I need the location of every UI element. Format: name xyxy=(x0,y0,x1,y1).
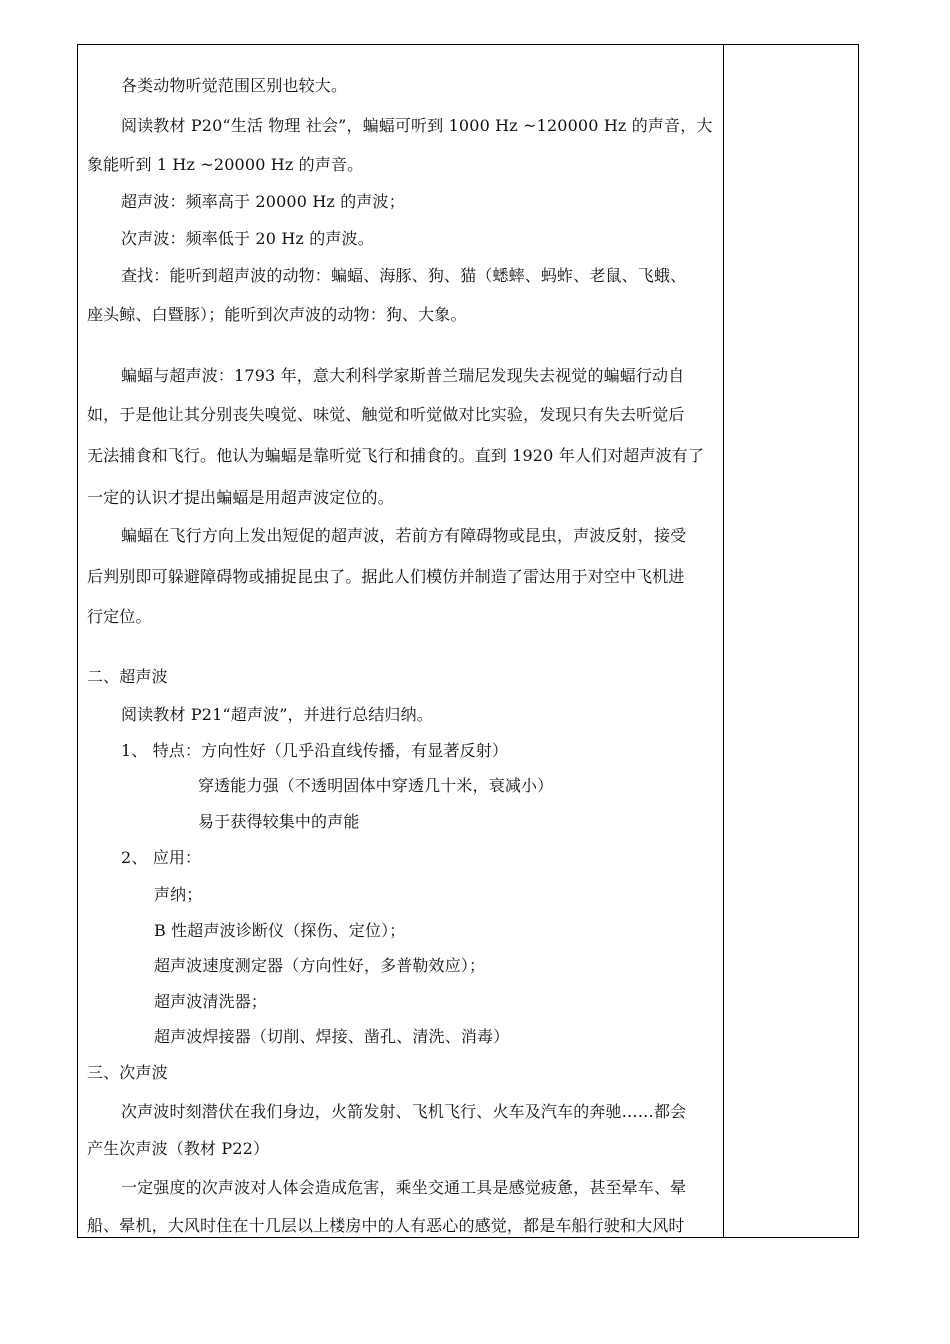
list-item: 超声波清洗器； xyxy=(154,992,268,1011)
text-line: 如，于是他让其分别丧失嗅觉、味觉、触觉和听觉做对比实验，发现只有失去听觉后 xyxy=(87,405,685,424)
list-item: 声纳； xyxy=(154,885,203,904)
table-frame xyxy=(77,44,859,1238)
text-line: 次声波：频率低于 20 Hz 的声波。 xyxy=(121,229,374,248)
list-item: B 性超声波诊断仪（探伤、定位）； xyxy=(154,921,406,940)
text-line: 一定的认识才提出蝙蝠是用超声波定位的。 xyxy=(87,488,394,507)
text-line: 阅读教材 P21“超声波”，并进行总结归纳。 xyxy=(121,705,433,724)
text-line: 阅读教材 P20“生活 物理 社会”，蝙蝠可听到 1000 Hz ~120000 Hz 的声音，大 xyxy=(121,116,713,135)
section-heading: 三、次声波 xyxy=(87,1063,168,1082)
list-item: 超声波焊接器（切削、焊接、凿孔、清洗、消毒） xyxy=(154,1027,510,1046)
text-line: 无法捕食和飞行。他认为蝙蝠是靠听觉飞行和捕食的。直到 1920 年人们对超声波有了 xyxy=(87,446,705,465)
column-divider xyxy=(723,44,724,1238)
text-line: 船、晕机，大风时住在十几层以上楼房中的人有恶心的感觉，都是车船行驶和大风时 xyxy=(87,1216,685,1235)
text-line: 查找：能听到超声波的动物：蝙蝠、海豚、狗、猫（蟋蟀、蚂蚱、老鼠、飞蛾、 xyxy=(121,266,687,285)
list-item: 易于获得较集中的声能 xyxy=(198,812,360,831)
list-item: 超声波速度测定器（方向性好，多普勒效应）； xyxy=(154,956,486,975)
text-line: 超声波：频率高于 20000 Hz 的声波； xyxy=(121,192,405,211)
section-heading: 二、超声波 xyxy=(87,667,168,686)
text-line: 后判别即可躲避障碍物或捕捉昆虫了。据此人们模仿并制造了雷达用于对空中飞机进 xyxy=(87,567,685,586)
list-item: 1、 特点：方向性好（几乎沿直线传播，有显著反射） xyxy=(121,741,509,760)
text-line: 蝙蝠在飞行方向上发出短促的超声波，若前方有障碍物或昆虫，声波反射，接受 xyxy=(121,526,687,545)
text-line: 次声波时刻潜伏在我们身边，火箭发射、飞机飞行、火车及汽车的奔驰……都会 xyxy=(121,1102,687,1121)
text-line: 一定强度的次声波对人体会造成危害，乘坐交通工具是感觉疲惫，甚至晕车、晕 xyxy=(121,1178,687,1197)
text-line: 产生次声波（教材 P22） xyxy=(87,1139,270,1158)
text-line: 座头鲸、白暨豚）；能听到次声波的动物：狗、大象。 xyxy=(87,305,467,324)
text-line: 各类动物听觉范围区别也较大。 xyxy=(121,76,348,95)
text-line: 蝙蝠与超声波：1793 年，意大利科学家斯普兰瑞尼发现失去视觉的蝙蝠行动自 xyxy=(121,366,685,385)
text-line: 象能听到 1 Hz ~20000 Hz 的声音。 xyxy=(87,155,364,174)
list-item: 穿透能力强（不透明固体中穿透几十米，衰减小） xyxy=(198,776,554,795)
text-line: 行定位。 xyxy=(87,607,152,626)
list-item: 2、 应用： xyxy=(121,848,202,867)
